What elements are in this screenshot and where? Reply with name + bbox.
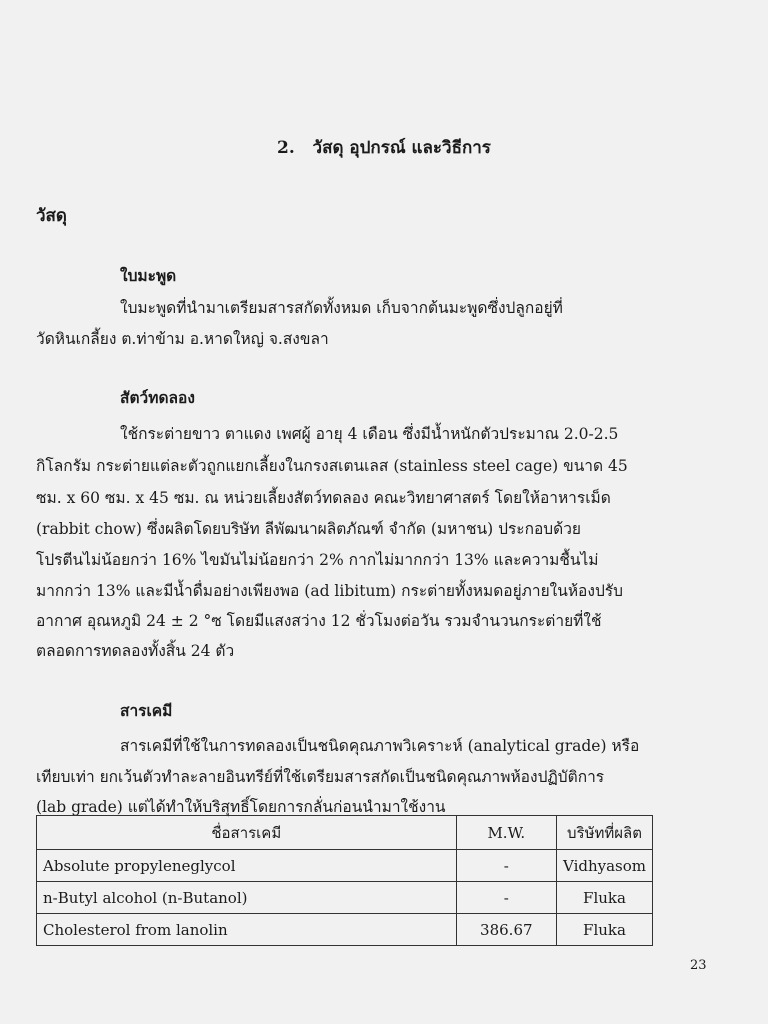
animals-line-2: กิโลกรัม กระต่ายแต่ละตัวถูกแยกเลี้ยงในกรงสเตนเลส (stainless steel cage) ขนาด 45	[36, 457, 628, 475]
animals-line-8: ตลอดการทดลองทั้งสิ้น 24 ตัว	[36, 642, 235, 660]
chemicals-line-1: สารเคมีที่ใช้ในการทดลองเป็นชนิดคุณภาพวิเคราะห์ (analytical grade) หรือ	[120, 737, 640, 755]
chemicals-table	[36, 815, 653, 946]
header-chemical-name: ชื่อสารเคมี	[37, 816, 457, 850]
chemicals-line-2: เทียบเท่า ยกเว้นตัวทำละลายอินทรีย์ที่ใช้เตรียมสารสกัดเป็นชนิดคุณภาพห้องปฏิบัติการ	[36, 768, 605, 786]
animals-line-4: (rabbit chow) ซึ่งผลิตโดยบริษัท ลีพัฒนาผลิตภัณฑ์ จำกัด (มหาชน) ประกอบด้วย	[36, 520, 581, 538]
table-row	[37, 882, 653, 914]
materials-heading: วัสดุ	[36, 206, 67, 226]
animals-heading: สัตว์ทดลอง	[120, 388, 195, 407]
cell-molecular-weight: 386.67	[456, 914, 556, 946]
section-title-text: วัสดุ อุปกรณ์ และวิธีการ	[312, 138, 491, 158]
animals-line-3: ซม. x 60 ซม. x 45 ซม. ณ หน่วยเลี้ยงสัตว์ทดลอง คณะวิทยาศาสตร์ โดยให้อาหารเม็ด	[36, 489, 611, 507]
cell-chemical-name: Absolute propyleneglycol	[37, 850, 457, 882]
header-manufacturer: บริษัทที่ผลิต	[557, 816, 653, 850]
cell-molecular-weight: -	[456, 850, 556, 882]
cell-manufacturer: Fluka	[557, 914, 653, 946]
chemicals-line-3: (lab grade) แต่ได้ทำให้บริสุทธิ์โดยการกลั่นก่อนนำมาใช้งาน	[36, 798, 446, 816]
table-header-row	[37, 816, 653, 850]
animals-line-1: ใช้กระต่ายขาว ตาแดง เพศผู้ อายุ 4 เดือน ซึ่งมีน้ำหนักตัวประมาณ 2.0-2.5	[120, 425, 619, 443]
animals-line-5: โปรตีนไม่น้อยกว่า 16% ไขมันไม่น้อยกว่า 2% กากไม่มากกว่า 13% และความชื้นไม่	[36, 551, 599, 569]
header-molecular-weight: M.W.	[456, 816, 556, 850]
cell-molecular-weight: -	[456, 882, 556, 914]
animals-line-7: อากาศ อุณหภูมิ 24 ± 2 °ซ โดยมีแสงสว่าง 12 ชั่วโมงต่อวัน รวมจำนวนกระต่ายที่ใช้	[36, 612, 602, 630]
leaves-line-1: ใบมะพูดที่นำมาเตรียมสารสกัดทั้งหมด เก็บจากต้นมะพูดซึ่งปลูกอยู่ที่	[120, 299, 563, 317]
cell-manufacturer: Vidhyasom	[557, 850, 653, 882]
leaves-line-2: วัดหินเกลี้ยง ต.ท่าข้าม อ.หาดใหญ่ จ.สงขลา	[36, 330, 329, 348]
cell-manufacturer: Fluka	[557, 882, 653, 914]
animals-line-6: มากกว่า 13% และมีน้ำดื่มอย่างเพียงพอ (ad libitum) กระต่ายทั้งหมดอยู่ภายในห้องปรับ	[36, 582, 623, 600]
section-number: 2.	[277, 138, 295, 158]
leaves-heading: ใบมะพูด	[120, 266, 177, 285]
chemicals-heading: สารเคมี	[120, 701, 173, 720]
cell-chemical-name: n-Butyl alcohol (n-Butanol)	[37, 882, 457, 914]
table-row	[37, 850, 653, 882]
page-number: 23	[690, 958, 707, 973]
table-row	[37, 914, 653, 946]
section-title	[0, 134, 768, 161]
cell-chemical-name: Cholesterol from lanolin	[37, 914, 457, 946]
